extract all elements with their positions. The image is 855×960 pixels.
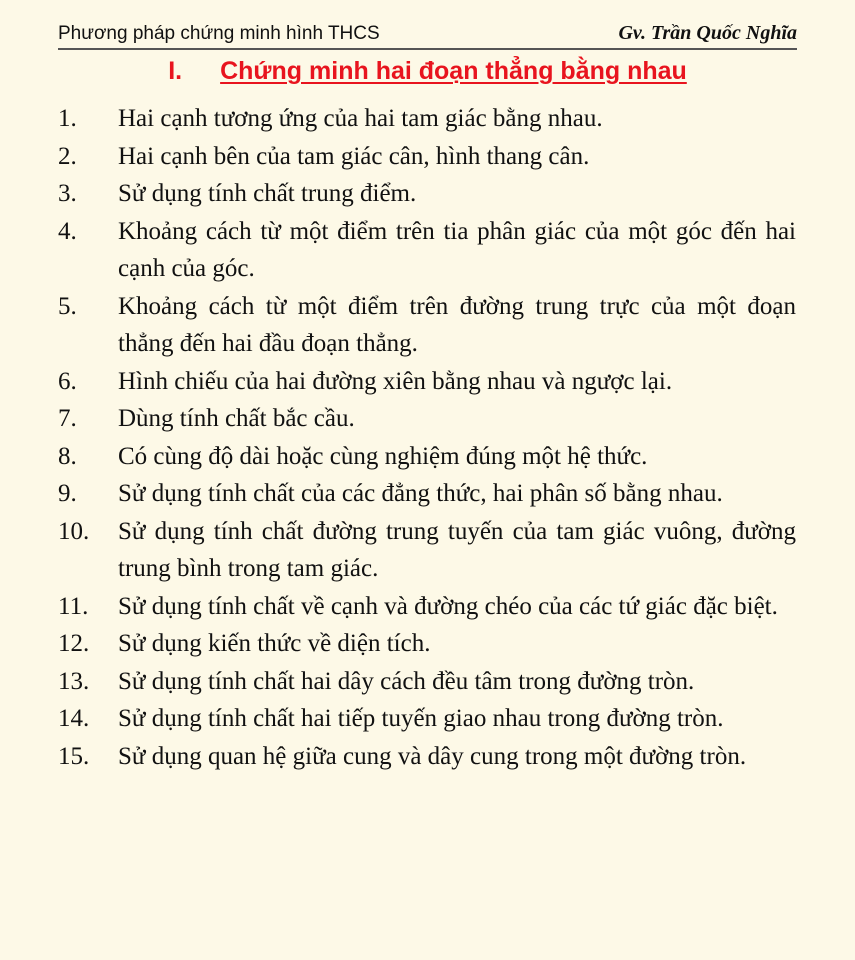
item-text: Sử dụng tính chất đường trung tuyến của tam giác vuông, đường trung bình trong tam giác. bbox=[118, 517, 796, 582]
item-text: Hình chiếu của hai đường xiên bằng nhau và ngược lại. bbox=[118, 367, 673, 395]
item-number: 5. bbox=[58, 292, 77, 320]
item-number: 13. bbox=[58, 667, 90, 695]
item-text: Sử dụng tính chất trung điểm. bbox=[118, 180, 417, 207]
item-text: Dùng tính chất bắc cầu. bbox=[118, 405, 355, 432]
item-number: 1. bbox=[58, 105, 77, 132]
item-number: 12. bbox=[58, 630, 90, 657]
item-number: 6. bbox=[58, 367, 77, 395]
item-number: 2. bbox=[58, 142, 77, 170]
list-item bbox=[58, 663, 796, 701]
list-item bbox=[58, 513, 796, 588]
item-number: 9. bbox=[58, 480, 77, 507]
list-item bbox=[58, 475, 796, 513]
list-item bbox=[58, 738, 796, 776]
item-text: Sử dụng tính chất về cạnh và đường chéo của các tứ giác đặc biệt. bbox=[118, 592, 778, 620]
item-number: 4. bbox=[58, 217, 77, 245]
item-number: 3. bbox=[58, 180, 77, 207]
item-text: Có cùng độ dài hoặc cùng nghiệm đúng một hệ thức. bbox=[118, 442, 648, 470]
list-item bbox=[58, 363, 796, 401]
item-text: Hai cạnh bên của tam giác cân, hình thang cân. bbox=[118, 142, 590, 170]
item-text: Khoảng cách từ một điểm trên đường trung trực của một đoạn thẳng đến hai đầu đoạn thẳng. bbox=[118, 292, 796, 357]
list-item bbox=[58, 588, 796, 626]
list-item bbox=[58, 700, 796, 738]
item-text: Sử dụng tính chất hai dây cách đều tâm trong đường tròn. bbox=[118, 667, 695, 695]
item-text: Sử dụng kiến thức về diện tích. bbox=[118, 630, 431, 657]
item-number: 15. bbox=[58, 742, 90, 770]
list-item bbox=[58, 625, 796, 663]
item-number: 11. bbox=[58, 592, 89, 620]
item-number: 7. bbox=[58, 405, 77, 432]
item-number: 14. bbox=[58, 705, 90, 732]
list-item bbox=[58, 100, 796, 138]
document-title: Phương pháp chứng minh hình THCS bbox=[58, 23, 380, 44]
item-number: 10. bbox=[58, 517, 90, 545]
list-item bbox=[58, 175, 796, 213]
list-item bbox=[58, 213, 796, 288]
method-list bbox=[58, 100, 796, 775]
author-name: Gv. Trần Quốc Nghĩa bbox=[618, 22, 797, 44]
section-number: I. bbox=[168, 57, 183, 85]
item-text: Sử dụng quan hệ giữa cung và dây cung trong một đường tròn. bbox=[118, 742, 747, 770]
item-text: Sử dụng tính chất của các đẳng thức, hai phân số bằng nhau. bbox=[118, 480, 723, 507]
list-item bbox=[58, 400, 796, 438]
item-text: Sử dụng tính chất hai tiếp tuyến giao nhau trong đường tròn. bbox=[118, 705, 724, 732]
list-item bbox=[58, 438, 796, 476]
section-title: Chứng minh hai đoạn thẳng bằng nhau bbox=[220, 57, 687, 85]
section-heading bbox=[0, 57, 855, 86]
page-header bbox=[58, 14, 797, 50]
list-item bbox=[58, 138, 796, 176]
item-number: 8. bbox=[58, 442, 77, 470]
list-item bbox=[58, 288, 796, 363]
item-text: Khoảng cách từ một điểm trên tia phân giác của một góc đến hai cạnh của góc. bbox=[118, 217, 796, 282]
item-text: Hai cạnh tương ứng của hai tam giác bằng nhau. bbox=[118, 105, 603, 132]
